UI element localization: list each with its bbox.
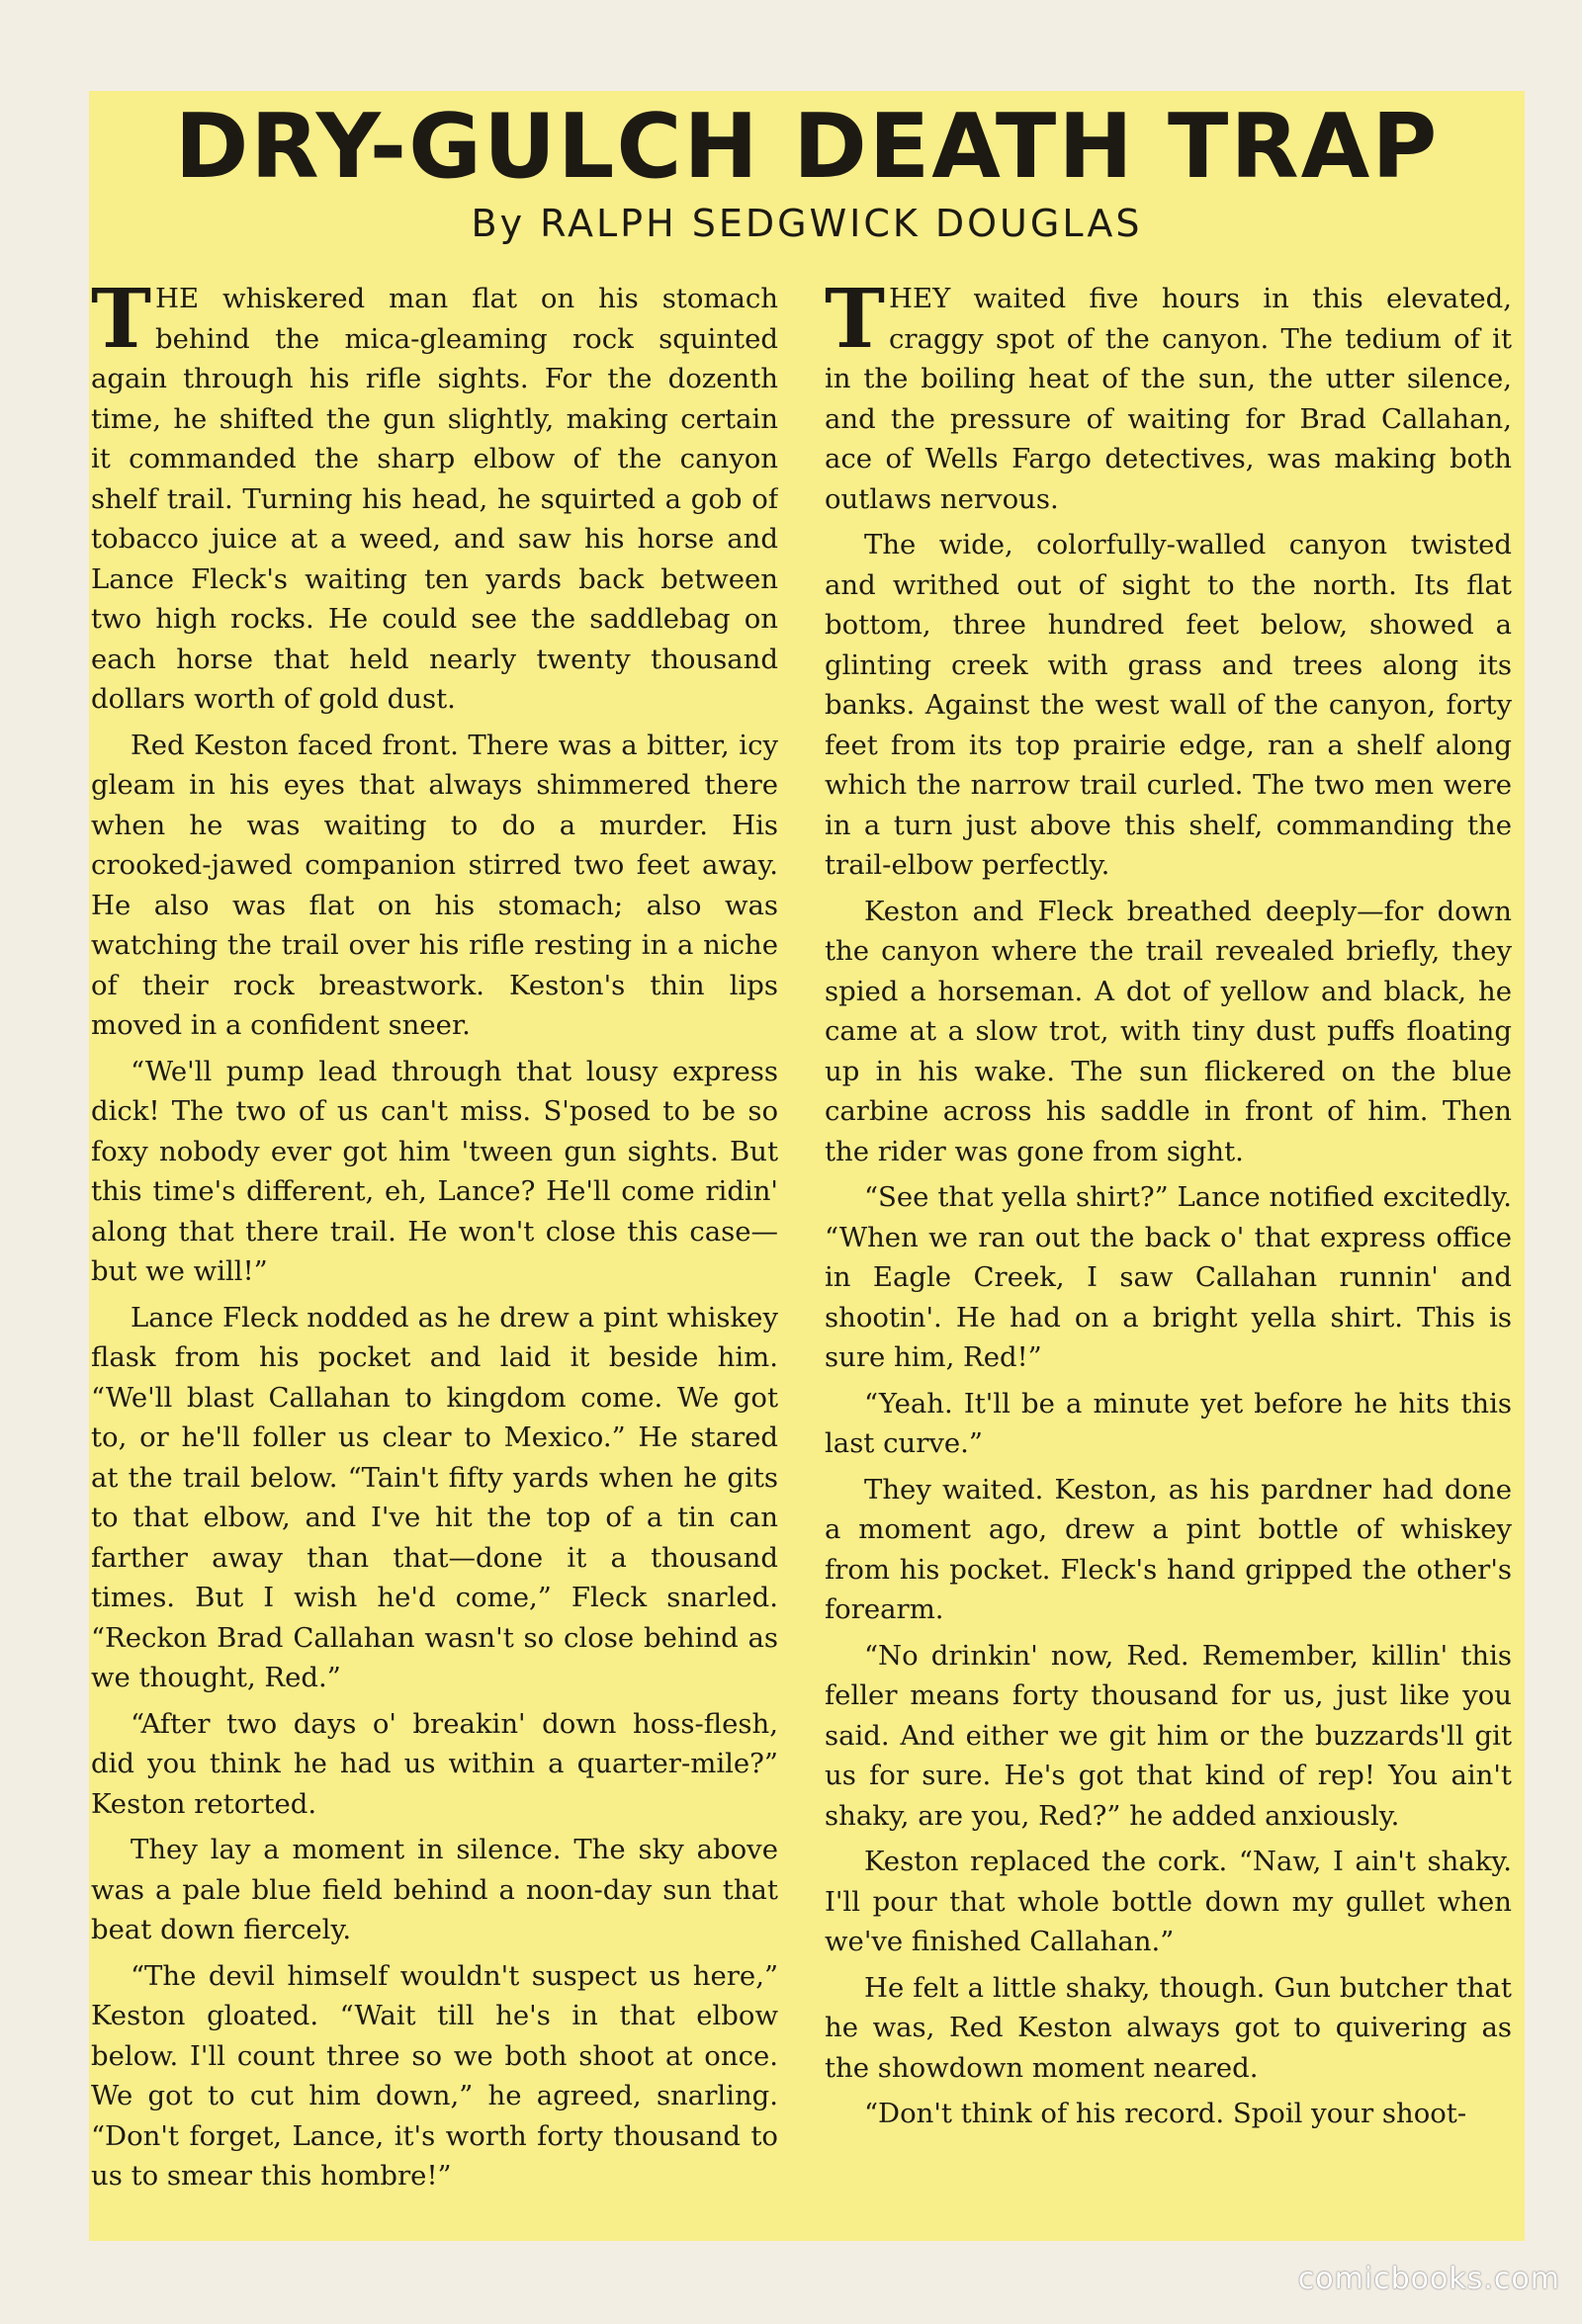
left-paragraph-5: “After two days o' breakin' down hoss-flesh, did you think he had us within a quarter-mile?” Keston retorted. <box>91 1707 778 1820</box>
drop-cap-right: T <box>825 279 886 367</box>
right-paragraph-6: They waited. Keston, as his pardner had done a moment ago, drew a pint bottle of whiskey from his pocket. Fleck's hand gripped the other's forearm. <box>825 1473 1512 1625</box>
left-paragraph-1 <box>91 279 778 720</box>
story-byline: By RALPH SEDGWICK DOUGLAS <box>471 202 1143 245</box>
right-paragraph-7: “No drinkin' now, Red. Remember, killin' this feller means forty thousand for us, just like you said. And either we git him or the buzzards'll git us for sure. He's got that kind of rep! You ain't shaky, are you, Red?” he added anxiously. <box>825 1639 1512 1832</box>
watermark: comicbooks.com <box>1297 2262 1560 2296</box>
story-page <box>89 91 1525 2241</box>
left-column <box>91 279 778 2216</box>
right-column <box>825 279 1512 2216</box>
right-paragraph-1 <box>825 279 1512 519</box>
paragraph-text: whiskered man flat on his stomach behind the mica-gleaming rock squinted again through his rifle sights. For the dozenth time, he shifted the gun slightly, making certain it commanded the sharp elbow of the canyon shelf trail. Turning his head, he squirted a gob of tobacco juice at a weed, and saw his horse and Lance Fleck's waiting ten yards back between two high rocks. He could see the saddlebag on each horse that held nearly twenty thousand dollars worth of gold dust. <box>91 283 778 715</box>
right-paragraph-5: “Yeah. It'll be a minute yet before he hits this last curve.” <box>825 1387 1512 1459</box>
left-paragraph-3: “We'll pump lead through that lousy express dick! The two of us can't miss. S'posed to be so foxy nobody ever got him 'tween gun sights. But this time's different, eh, Lance? He'll come ridin' along that there trail. He won't close this case—but we will!” <box>91 1055 778 1287</box>
right-paragraph-4: “See that yella shirt?” Lance notified excitedly. “When we ran out the back o' that express office in Eagle Creek, I saw Callahan runnin' and shootin'. He had on a bright yella shirt. This is sure him, Red!” <box>825 1181 1512 1373</box>
left-paragraph-7: “The devil himself wouldn't suspect us here,” Keston gloated. “Wait till he's in that elbow below. I'll count three so we both shoot at once. We got to cut him down,” he agreed, snarling. “Don't forget, Lance, it's worth forty thousand to us to smear this hombre!” <box>91 1959 778 2192</box>
right-paragraph-9: He felt a little shaky, though. Gun butcher that he was, Red Keston always got to quivering as the showdown moment neared. <box>825 1971 1512 2084</box>
lead-caps-right: HEY <box>889 283 951 314</box>
lead-caps-left: HE <box>155 283 200 314</box>
right-paragraph-8: Keston replaced the cork. “Naw, I ain't shaky. I'll pour that whole bottle down my gullet when we've finished Callahan.” <box>825 1846 1512 1957</box>
right-paragraph-2: The wide, colorfully-walled canyon twisted and writhed out of sight to the north. Its flat bottom, three hundred feet below, showed a glinting creek with grass and trees along its banks. Against the west wall of the canyon, forty feet from its top prairie edge, ran a shelf along which the narrow trail curled. The two men were in a turn just above this shelf, commanding the trail-elbow perfectly. <box>825 529 1512 881</box>
drop-cap-left: T <box>91 279 152 367</box>
paragraph-text: waited five hours in this elevated, craggy spot of the canyon. The tedium of it in the boiling heat of the sun, the utter silence, and the pressure of waiting for Brad Callahan, ace of Wells Fargo detectives, was making both outlaws nervous. <box>825 283 1512 515</box>
left-paragraph-4: Lance Fleck nodded as he drew a pint whiskey flask from his pocket and laid it beside him. “We'll blast Callahan to kingdom come. We got to, or he'll foller us clear to Mexico.” He stared at the trail below. “Tain't fifty yards when he gits to that elbow, and I've hit the top of a tin can farther away than that—done it a thousand times. But I wish he'd come,” Fleck snarled. “Reckon Brad Callahan wasn't so close behind as we thought, Red.” <box>91 1301 778 1693</box>
left-paragraph-2: Red Keston faced front. There was a bitter, icy gleam in his eyes that always shimmered there when he was waiting to do a murder. His crooked-jawed companion stirred two feet away. He also was flat on his stomach; also was watching the trail over his rifle resting in a niche of their rock breastwork. Keston's thin lips moved in a confident sneer. <box>91 729 778 1041</box>
left-paragraph-6: They lay a moment in silence. The sky above was a pale blue field behind a noon-day sun that beat down fiercely. <box>91 1834 778 1945</box>
right-paragraph-3: Keston and Fleck breathed deeply—for down the canyon where the trail revealed briefly, they spied a horseman. A dot of yellow and black, he came at a slow trot, with tiny dust puffs floating up in his wake. The sun flickered on the blue carbine across his saddle in front of him. Then the rider was gone from sight. <box>825 895 1512 1167</box>
right-paragraph-10: “Don't think of his record. Spoil your shoot- <box>864 2098 1467 2129</box>
story-title: DRY-GULCH DEATH TRAP <box>174 95 1440 199</box>
